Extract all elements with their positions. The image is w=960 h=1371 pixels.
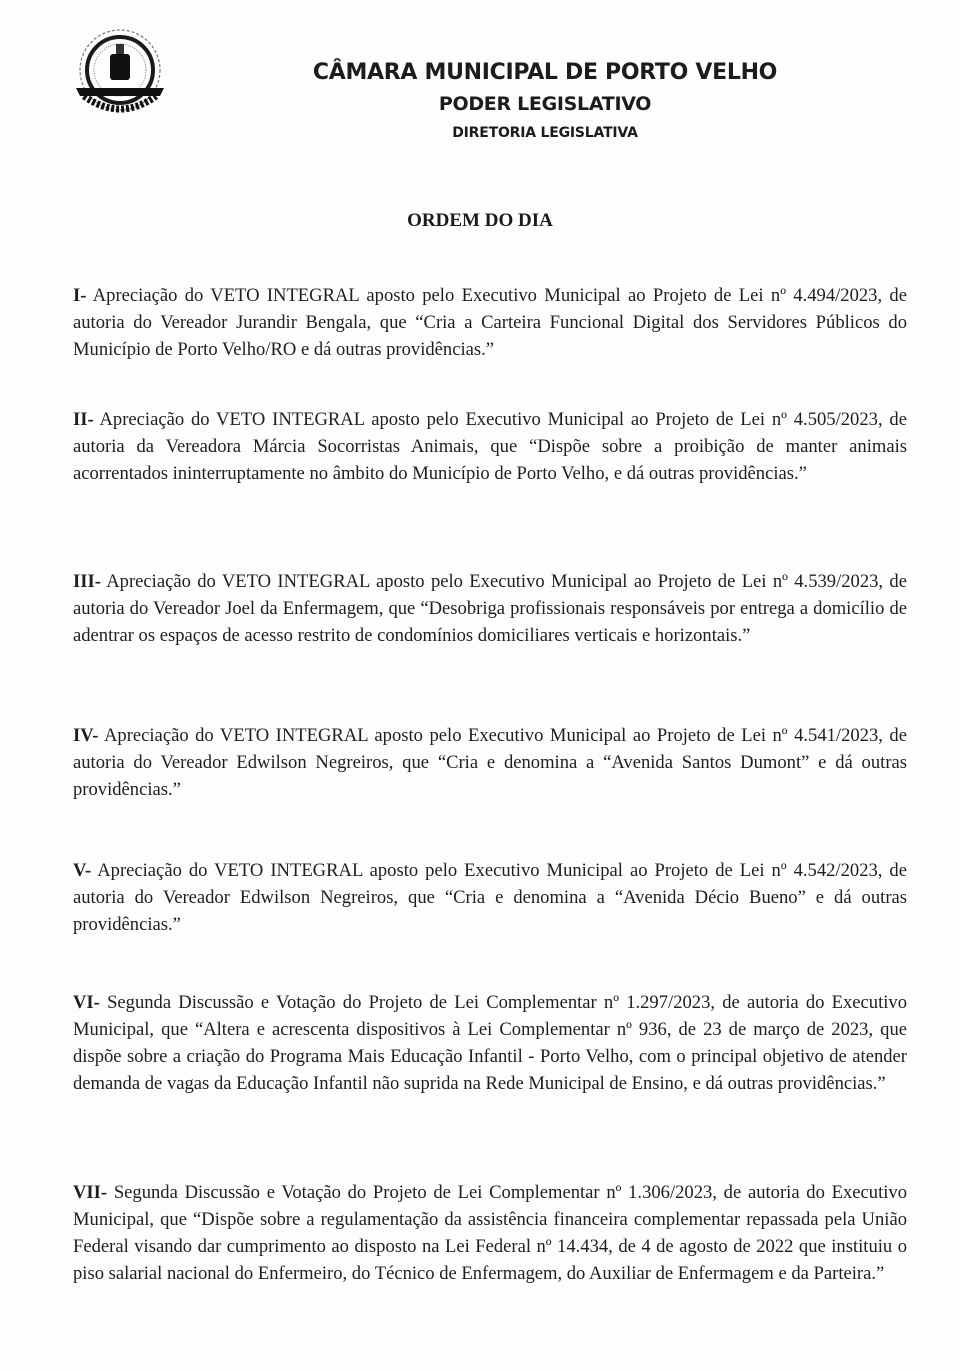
- agenda-item: [73, 857, 907, 938]
- agenda-item: [73, 1179, 907, 1287]
- item-text: Apreciação do VETO INTEGRAL aposto pelo Executivo Municipal ao Projeto de Lei nº 4.542/2023, de autoria do Vereador Edwilson Negreiros, que “Cria e denomina a “Avenida Décio Bueno” e dá outras providências.”: [73, 860, 907, 935]
- branch-name: PODER LEGISLATIVO: [438, 93, 652, 115]
- item-text: Apreciação do VETO INTEGRAL aposto pelo Executivo Municipal ao Projeto de Lei nº 4.494/2023, de autoria do Vereador Jurandir Bengala, que “Cria a Carteira Funcional Digital dos Servidores Públicos do Município de Porto Velho/RO e dá outras providências.”: [73, 285, 907, 360]
- item-text: Apreciação do VETO INTEGRAL aposto pelo Executivo Municipal ao Projeto de Lei nº 4.539/2023, de autoria do Vereador Joel da Enfermagem, que “Desobriga profissionais responsáveis por entrega a domicílio de adentrar os espaços de acesso restrito de condomínios domiciliares verticais e horizontais.”: [73, 571, 907, 646]
- department-name: DIRETORIA LEGISLATIVA: [452, 125, 638, 141]
- agenda-item: [73, 568, 907, 649]
- item-number: III-: [73, 571, 101, 592]
- item-text: Apreciação do VETO INTEGRAL aposto pelo Executivo Municipal ao Projeto de Lei nº 4.505/2023, de autoria da Vereadora Márcia Socorristas Animais, que “Dispõe sobre a proibição de manter animais acorrentados ininterruptamente no âmbito do Município de Porto Velho, e dá outras providências.”: [73, 409, 907, 484]
- agenda-item: [73, 722, 907, 803]
- item-number: I-: [73, 285, 87, 306]
- item-text: Segunda Discussão e Votação do Projeto de Lei Complementar nº 1.306/2023, de autoria do Executivo Municipal, que “Dispõe sobre a regulamentação da assistência financeira complementar repassada pela União Federal visando dar cumprimento ao disposto na Lei Federal nº 14.434, de 4 de agosto de 2022 que instituiu o piso salarial nacional do Enfermeiro, do Técnico de Enfermagem, do Auxiliar de Enfermagem e da Parteira.”: [73, 1182, 907, 1284]
- agenda-item: [73, 406, 907, 487]
- item-number: VII-: [73, 1182, 108, 1203]
- item-number: IV-: [73, 725, 99, 746]
- document-header: [250, 58, 840, 146]
- institution-name: CÂMARA MUNICIPAL DE PORTO VELHO: [312, 60, 778, 85]
- document-title: ORDEM DO DIA: [407, 210, 553, 231]
- agenda-item: [73, 282, 907, 363]
- agenda-item: [73, 989, 907, 1097]
- item-number: VI-: [73, 992, 100, 1013]
- item-number: V-: [73, 860, 92, 881]
- item-text: Apreciação do VETO INTEGRAL aposto pelo Executivo Municipal ao Projeto de Lei nº 4.541/2023, de autoria do Vereador Edwilson Negreiros, que “Cria e denomina a “Avenida Santos Dumont” e dá outras providências.”: [73, 725, 907, 800]
- item-number: II-: [73, 409, 94, 430]
- item-text: Segunda Discussão e Votação do Projeto de Lei Complementar nº 1.297/2023, de autoria do Executivo Municipal, que “Altera e acrescenta dispositivos à Lei Complementar nº 936, de 23 de março de 2023, que dispõe sobre a criação do Programa Mais Educação Infantil - Porto Velho, com o principal objetivo de atender demanda de vagas da Educação Infantil não suprida na Rede Municipal de Ensino, e dá outras providências.”: [73, 992, 907, 1094]
- municipal-seal-icon: [70, 26, 170, 126]
